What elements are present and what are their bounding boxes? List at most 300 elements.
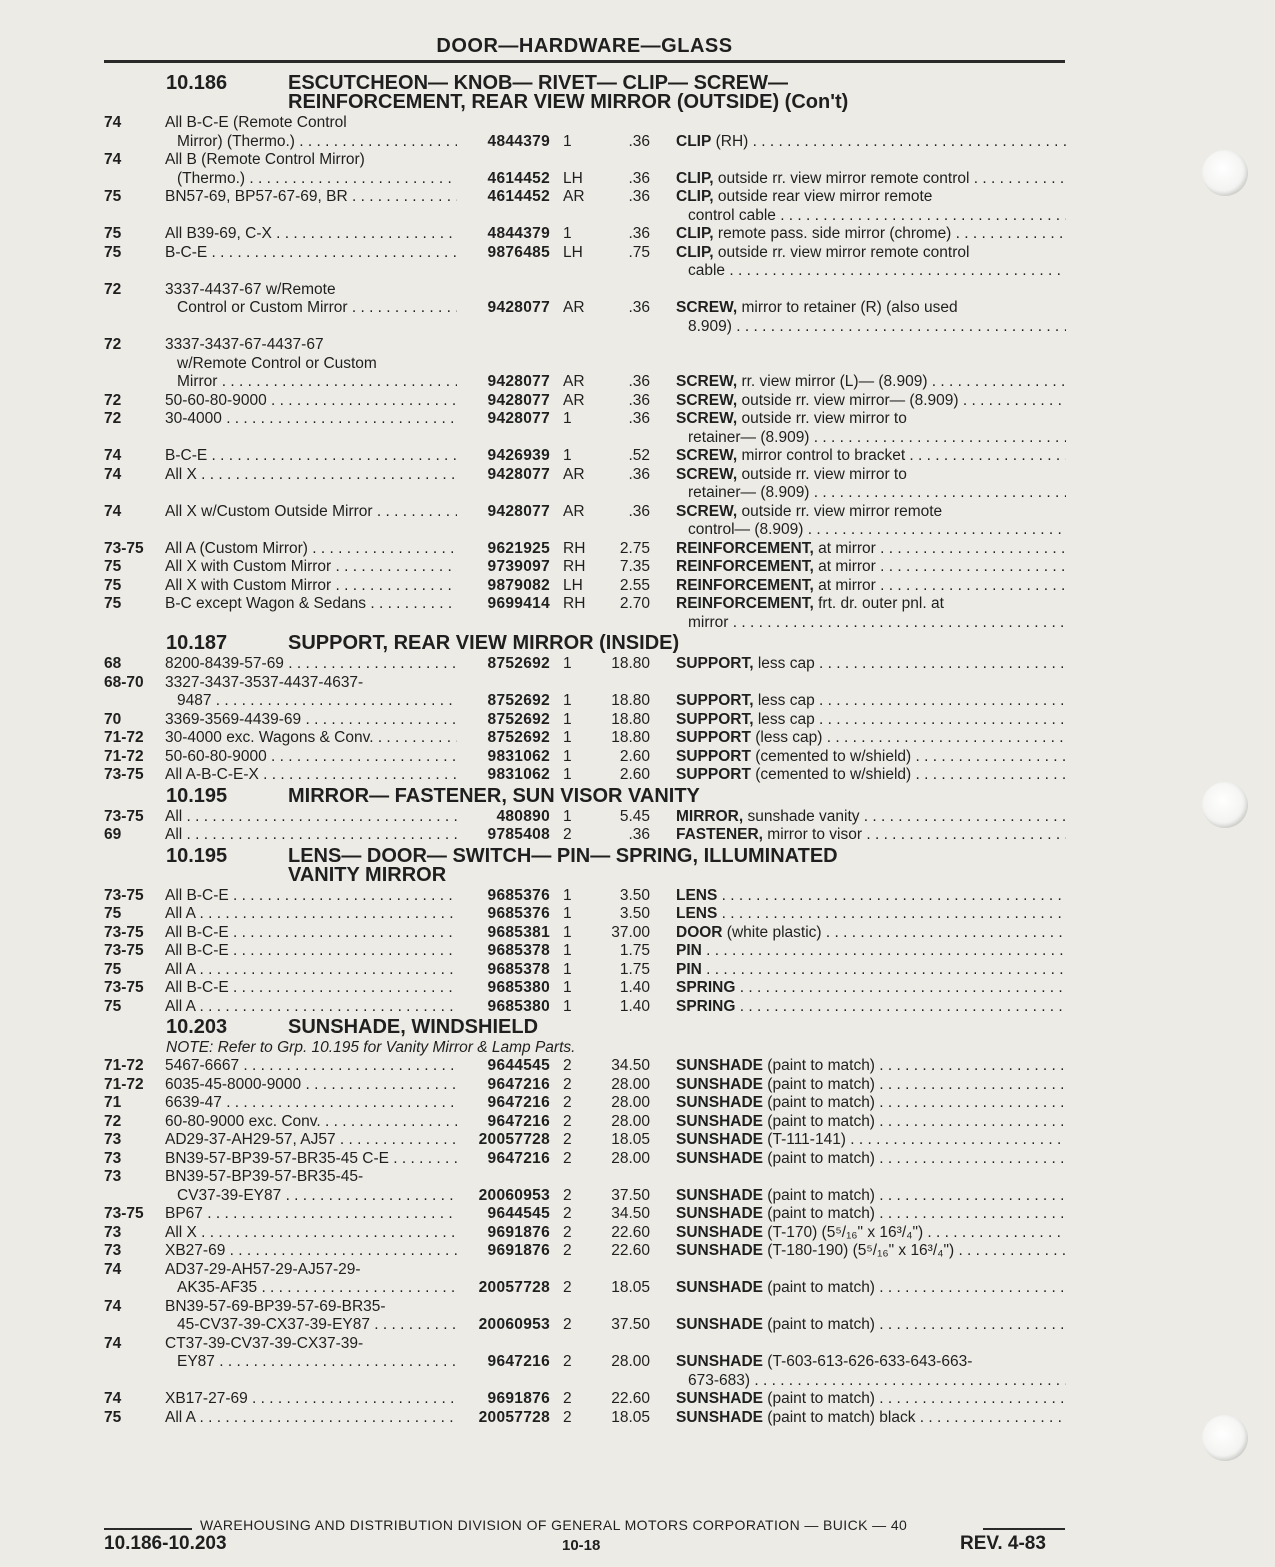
section-title-line: MIRROR— FASTENER, SUN VISOR VANITY [288, 784, 700, 807]
section-title-line: LENS— DOOR— SWITCH— PIN— SPRING, ILLUMINATED [288, 844, 838, 867]
part-row [104, 466, 1066, 503]
description-text: (paint to match) [762, 1205, 875, 1222]
application [165, 1390, 457, 1409]
part-row [104, 281, 1066, 337]
application-line [165, 961, 457, 980]
section-heading [104, 1018, 1066, 1037]
model-year: 68 [104, 655, 122, 672]
part-number: 8752692 [487, 729, 550, 746]
part-name: SUNSHADE [676, 1186, 763, 1204]
quantity: 2 [563, 1186, 572, 1204]
part-number: 9785408 [487, 826, 550, 843]
part-row [104, 1261, 1066, 1298]
application-line [165, 299, 457, 318]
description [676, 924, 1066, 943]
description-text: at mirror [813, 576, 876, 594]
price: 2.55 [619, 576, 650, 594]
model-year: 70 [104, 710, 122, 728]
spacer [650, 674, 676, 711]
application-line [165, 281, 457, 300]
description [676, 281, 1066, 337]
part-row [104, 1298, 1066, 1335]
application-text: EY87 [177, 1353, 215, 1370]
model-year: 74 [104, 1390, 122, 1407]
spacer [650, 392, 676, 411]
price: 1.40 [619, 997, 650, 1015]
section-title-line: ESCUTCHEON— KNOB— RIVET— CLIP— SCREW— [288, 72, 789, 94]
quantity: 1 [563, 766, 572, 783]
model-year: 75 [104, 997, 122, 1015]
description-line [676, 503, 1066, 522]
application-line [165, 1113, 457, 1132]
part-number: 4844379 [487, 132, 550, 150]
quantity: 2 [563, 1149, 572, 1167]
application-line [165, 655, 457, 674]
part-number: 20057728 [478, 1408, 550, 1426]
section-title-line: VANITY MIRROR [288, 863, 447, 886]
quantity: AR [563, 188, 585, 205]
application [165, 466, 457, 503]
part-name: CLIP, [676, 188, 714, 205]
part-name: LENS [676, 886, 718, 904]
quantity: 2 [563, 1353, 572, 1370]
quantity: 1 [563, 225, 572, 242]
application [165, 577, 457, 596]
part-row [104, 392, 1066, 411]
model-year: 73-75 [104, 979, 144, 996]
application-text: Mirror [177, 373, 218, 390]
part-row [104, 1205, 1066, 1224]
quantity: 2 [563, 1205, 572, 1222]
application-line [165, 355, 457, 374]
quantity: 1 [563, 132, 572, 150]
section-title [228, 74, 848, 112]
part-row [104, 1168, 1066, 1205]
application [165, 410, 457, 447]
part-number: 9647216 [487, 1353, 550, 1370]
application-text: BN39-57-BP39-57-BR35-45- [165, 1168, 364, 1185]
part-number: 9428077 [487, 502, 550, 520]
description [676, 1298, 1066, 1335]
description-line [676, 1131, 1066, 1150]
spacer [650, 577, 676, 596]
application-line [165, 1187, 457, 1206]
model-year: 73 [104, 1223, 122, 1241]
application-text: XB27-69 [165, 1242, 226, 1259]
application [165, 729, 457, 748]
application-line [165, 1242, 457, 1261]
description [676, 1168, 1066, 1205]
model-year: 75 [104, 1408, 122, 1426]
part-name: SCREW, [676, 410, 738, 427]
part-number: 9644545 [487, 1205, 550, 1222]
description-line [676, 1076, 1066, 1095]
application-line [165, 1353, 457, 1372]
quantity: 2 [563, 1316, 572, 1333]
application-line [165, 373, 457, 392]
model-year: 71-72 [104, 1075, 144, 1093]
spacer [650, 1224, 676, 1243]
binder-hole-top [1202, 150, 1248, 196]
quantity: AR [563, 391, 585, 409]
application-text: BN57-69, BP57-67-69, BR [165, 188, 348, 205]
application-line [165, 692, 457, 711]
price: 34.50 [611, 1205, 650, 1222]
application [165, 748, 457, 767]
quantity: 2 [563, 1131, 572, 1148]
description-line [676, 905, 1066, 924]
price: .36 [628, 373, 650, 390]
part-name: SCREW, [676, 373, 738, 390]
application-text: B-C-E [165, 447, 208, 464]
application [165, 655, 457, 674]
part-number: 9428077 [487, 465, 550, 483]
description-text: (T-170) (5⁵/₁₆" x 16³/₄") [762, 1223, 924, 1241]
model-year: 72 [104, 410, 122, 427]
description [676, 225, 1066, 244]
description-text: (paint to match) [762, 1186, 875, 1204]
application [165, 225, 457, 244]
part-name: SUPPORT, [676, 710, 754, 728]
price: 18.80 [611, 655, 650, 672]
description-line [676, 826, 1066, 845]
description-text: control cable [688, 206, 776, 224]
part-name: SUPPORT [676, 766, 751, 783]
description-line [676, 373, 1066, 392]
part-row [104, 188, 1066, 225]
application-text: All X w/Custom Outside Mirror [165, 502, 373, 520]
part-row [104, 540, 1066, 559]
application-line [165, 503, 457, 522]
spacer [650, 1076, 676, 1095]
part-number: 9685380 [487, 997, 550, 1015]
part-name: SUNSHADE [676, 1131, 763, 1148]
description-text: (less cap) [750, 729, 823, 746]
part-number: 9879082 [487, 576, 550, 594]
application-text: BP67 [165, 1205, 203, 1222]
application [165, 1242, 457, 1261]
description [676, 595, 1066, 632]
application [165, 595, 457, 632]
quantity: 1 [563, 655, 572, 672]
part-name: SCREW, [676, 391, 738, 409]
part-number: 9691876 [487, 1242, 550, 1259]
part-number: 8752692 [487, 655, 550, 672]
model-year: 74 [104, 1260, 122, 1278]
section-heading [104, 74, 1066, 112]
part-row [104, 1242, 1066, 1261]
part-number: 9647216 [487, 1094, 550, 1111]
application-line [165, 748, 457, 767]
description-line [676, 484, 1066, 503]
spacer [650, 1390, 676, 1409]
part-name: DOOR [676, 923, 723, 941]
part-name: LENS [676, 905, 718, 922]
application-text: 50-60-80-9000 [165, 391, 267, 409]
application-line [165, 674, 457, 693]
application [165, 1131, 457, 1150]
description-text: (white plastic) [722, 923, 822, 941]
application [165, 924, 457, 943]
spacer [650, 558, 676, 577]
description-text: frt. dr. outer pnl. at [813, 595, 944, 612]
description [676, 887, 1066, 906]
model-year: 75 [104, 595, 122, 612]
application-line [165, 1205, 457, 1224]
part-name: SUNSHADE [676, 1075, 763, 1093]
application [165, 336, 457, 392]
description-line [676, 1316, 1066, 1335]
application-line [165, 170, 457, 189]
price: .36 [628, 132, 650, 150]
section-title [228, 844, 838, 886]
application-line [165, 1076, 457, 1095]
application-line [165, 540, 457, 559]
application-text: B-C-E [165, 243, 208, 261]
section-title [228, 784, 700, 807]
part-name: PIN [676, 960, 702, 978]
part-name: CLIP [676, 132, 712, 150]
part-name: SCREW, [676, 502, 738, 520]
description [676, 1205, 1066, 1224]
application-line [165, 336, 457, 355]
description-line [676, 429, 1066, 448]
quantity: 1 [563, 747, 572, 765]
application-text: Mirror) (Thermo.) [177, 132, 295, 150]
application-text: 45-CV37-39-CX37-39-EY87 [177, 1316, 370, 1333]
parts-listing [104, 72, 1066, 1427]
description-text: (cemented to w/shield) [750, 766, 912, 783]
description-text: (cemented to w/shield) [750, 747, 912, 765]
application-text: 9487 [177, 692, 212, 709]
description [676, 1409, 1066, 1428]
application-line [165, 1316, 457, 1335]
description-text: (RH) [711, 132, 749, 150]
application-line [165, 1261, 457, 1280]
application [165, 392, 457, 411]
description-line [676, 225, 1066, 244]
application-text: All B-C-E [165, 942, 229, 959]
description [676, 577, 1066, 596]
application-text: All X with Custom Mirror [165, 576, 332, 594]
description-text: (T-603-613-626-633-643-663- [762, 1353, 973, 1370]
application-line [165, 133, 457, 152]
application-line [165, 1168, 457, 1187]
model-year: 71 [104, 1094, 122, 1111]
application-line [165, 924, 457, 943]
quantity: RH [563, 539, 586, 557]
part-row [104, 336, 1066, 392]
section-heading [104, 634, 1066, 653]
application [165, 1113, 457, 1132]
spacer [650, 998, 676, 1017]
spacer [650, 924, 676, 943]
application-text: All A (Custom Mirror) [165, 539, 308, 557]
section-number: 10.195 [166, 844, 228, 867]
application [165, 1261, 457, 1298]
quantity: 1 [563, 729, 572, 746]
quantity: 1 [563, 979, 572, 996]
description-line [676, 318, 1066, 337]
description-text: at mirror [813, 539, 876, 557]
description-text: less cap [753, 692, 815, 709]
description [676, 410, 1066, 447]
quantity: 1 [563, 905, 572, 922]
application [165, 808, 457, 827]
description [676, 540, 1066, 559]
description-line [676, 262, 1066, 281]
application-line [165, 729, 457, 748]
part-name: SUNSHADE [676, 1149, 763, 1167]
price: 2.70 [619, 595, 650, 612]
footer-section-range: 10.186-10.203 [104, 1533, 227, 1554]
spacer [650, 766, 676, 785]
part-row [104, 998, 1066, 1017]
quantity: 1 [563, 960, 572, 978]
application [165, 558, 457, 577]
price: 22.60 [611, 1390, 650, 1407]
description [676, 766, 1066, 785]
part-number: 9691876 [487, 1390, 550, 1407]
price: 37.00 [611, 923, 650, 941]
description [676, 558, 1066, 577]
price: .36 [628, 465, 650, 483]
price: .36 [628, 299, 650, 316]
application-line [165, 826, 457, 845]
part-name: SUNSHADE [676, 1094, 763, 1111]
spacer [650, 711, 676, 730]
description-text: (paint to match) [762, 1075, 875, 1093]
part-name: CLIP, [676, 225, 714, 242]
quantity: LH [563, 169, 583, 187]
description-line [676, 595, 1066, 614]
quantity: LH [563, 243, 583, 261]
part-row [104, 225, 1066, 244]
application-line [165, 1150, 457, 1169]
part-number: 4844379 [487, 225, 550, 242]
part-name: FASTENER, [676, 826, 763, 843]
description [676, 1076, 1066, 1095]
description-line [676, 711, 1066, 730]
description-line [676, 466, 1066, 485]
spacer [650, 655, 676, 674]
spacer [650, 503, 676, 540]
quantity: 1 [563, 447, 572, 464]
price: 34.50 [611, 1057, 650, 1074]
application-text: 30-4000 [165, 410, 222, 427]
price: .36 [628, 391, 650, 409]
application-line [165, 188, 457, 207]
application-text: 3337-4437-67 w/Remote [165, 280, 336, 298]
model-year: 73-75 [104, 539, 144, 557]
part-row [104, 1057, 1066, 1076]
price: 18.05 [611, 1131, 650, 1148]
part-number: 9647216 [487, 1112, 550, 1130]
quantity: 1 [563, 886, 572, 904]
application [165, 114, 457, 151]
application-text: CT37-39-CV37-39-CX37-39- [165, 1334, 364, 1352]
model-year: 72 [104, 1112, 122, 1130]
description-line [676, 655, 1066, 674]
footer-rule-left [104, 1528, 192, 1530]
application-line [165, 1390, 457, 1409]
application [165, 887, 457, 906]
footer-page-number: 10-18 [562, 1537, 601, 1554]
quantity: 1 [563, 923, 572, 941]
description-text: at mirror [813, 558, 876, 575]
part-number: 9428077 [487, 373, 550, 390]
spacer [650, 466, 676, 503]
part-row [104, 942, 1066, 961]
application-text: 3369-3569-4439-69 [165, 710, 302, 728]
spacer [650, 595, 676, 632]
part-name: SUNSHADE [676, 1279, 763, 1296]
description-line [676, 244, 1066, 263]
application-text: All X [165, 465, 197, 483]
description-text: retainer— (8.909) [688, 428, 810, 446]
part-number: 9831062 [487, 766, 550, 783]
quantity: 2 [563, 1057, 572, 1074]
section-note: NOTE: Refer to Grp. 10.195 for Vanity Mirror & Lamp Parts. [166, 1039, 576, 1056]
part-number: 9685381 [487, 923, 550, 941]
price: 18.05 [611, 1279, 650, 1296]
description-text: (paint to match) [762, 1094, 875, 1111]
part-number: 9685376 [487, 886, 550, 904]
application [165, 1409, 457, 1428]
application-text: All X with Custom Mirror [165, 558, 332, 575]
part-number: 9685378 [487, 960, 550, 978]
description [676, 151, 1066, 188]
spacer [650, 1131, 676, 1150]
description [676, 1057, 1066, 1076]
description-line [676, 887, 1066, 906]
price: 18.80 [611, 710, 650, 728]
spacer [650, 114, 676, 151]
description [676, 979, 1066, 998]
description [676, 1261, 1066, 1298]
application-line [165, 1335, 457, 1354]
part-number: 480890 [496, 807, 550, 825]
part-row [104, 826, 1066, 845]
quantity: AR [563, 502, 585, 520]
application-text: All [165, 807, 183, 825]
section-title-line: REINFORCEMENT, REAR VIEW MIRROR (OUTSIDE) (Con't) [288, 91, 849, 113]
description [676, 711, 1066, 730]
part-name: SPRING [676, 997, 736, 1015]
application-line [165, 1298, 457, 1317]
application-line [165, 225, 457, 244]
application-line [165, 942, 457, 961]
model-year: 74 [104, 1297, 122, 1315]
part-number: 9831062 [487, 747, 550, 765]
application-line [165, 1094, 457, 1113]
application [165, 151, 457, 188]
description [676, 998, 1066, 1017]
application [165, 503, 457, 540]
part-row [104, 1224, 1066, 1243]
model-year: 75 [104, 960, 122, 978]
part-number: 9428077 [487, 299, 550, 316]
description-line [676, 299, 1066, 318]
part-row [104, 1076, 1066, 1095]
application-text: 3337-3437-67-4437-67 [165, 336, 324, 353]
part-number: 4614452 [487, 169, 550, 187]
application-text: All X [165, 1223, 197, 1241]
part-row [104, 748, 1066, 767]
description-text: sunshade vanity [743, 807, 860, 825]
part-name: SUNSHADE [676, 1390, 763, 1407]
section-title [228, 634, 679, 653]
